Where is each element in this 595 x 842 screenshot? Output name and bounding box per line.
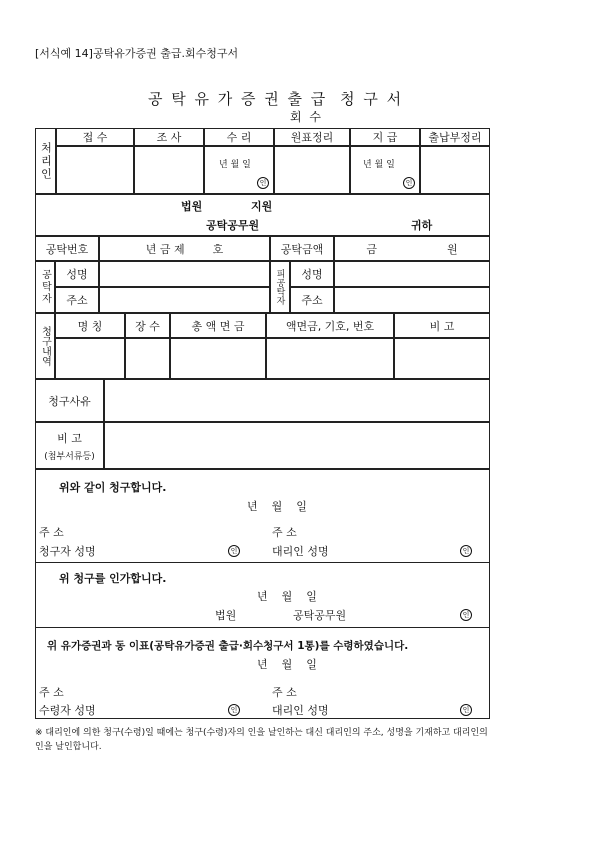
- remarks-title: 비 고: [57, 431, 82, 445]
- deposit-no-label: 공탁번호: [35, 236, 99, 261]
- depositee-addr-field[interactable]: [334, 287, 490, 313]
- officer-label: 공탁공무원: [206, 219, 260, 232]
- seal-icon: 인: [460, 609, 472, 621]
- honorific-label: 귀하: [411, 219, 433, 232]
- claim-col-name: 명 칭: [55, 313, 125, 338]
- claim-facevalue-field[interactable]: [266, 338, 394, 379]
- remarks-label: [35, 422, 104, 469]
- approval-date[interactable]: 년 월 일: [257, 590, 317, 603]
- form-number-label: [서식예 14]공탁유가증권 출급.회수청구서: [35, 47, 239, 60]
- approval-court-label: 법원: [215, 609, 237, 622]
- approval-section: [35, 562, 490, 627]
- deposit-amount-label: 공탁금액: [270, 236, 334, 261]
- depositee-name-field[interactable]: [334, 261, 490, 287]
- claim-date[interactable]: 년 월 일: [247, 500, 307, 513]
- acceptance-date: 년 월 일: [219, 160, 251, 170]
- seal-icon: 인: [228, 704, 240, 716]
- receipt-date[interactable]: 년 월 일: [257, 658, 317, 671]
- depositor-name-field[interactable]: [99, 261, 270, 287]
- col-cashbook: 출납부정리: [420, 128, 490, 146]
- receipt-statement: 위 유가증권과 동 이표(공탁유가증권 출급·회수청구서 1통)를 수령하였습니다.: [47, 640, 409, 652]
- processing-side-label: 처리인: [35, 128, 56, 194]
- approval-officer-label: 공탁공무원: [293, 609, 347, 622]
- col-investigation: 조 사: [134, 128, 204, 146]
- depositor-addr-label: 주소: [55, 287, 99, 313]
- title-line1: 공 탁 유 가 증 권 출 급: [148, 90, 328, 108]
- claimant-addr-label: 주 소: [39, 526, 64, 539]
- agent-name-label: 대리인 성명: [272, 545, 329, 558]
- receipt-agent-addr-label: 주 소: [272, 686, 297, 699]
- branch-label: 지원: [251, 200, 273, 213]
- receiver-addr-label: 주 소: [39, 686, 64, 699]
- reason-label: 청구사유: [35, 379, 104, 422]
- title-word: 청 구 서: [340, 90, 404, 108]
- remarks-subtitle: (첨부서류등): [44, 451, 95, 462]
- claim-col-total: 총 액 면 금: [170, 313, 266, 338]
- deposit-no-field[interactable]: 년 금 제 호: [99, 236, 270, 261]
- cell-receipt-body[interactable]: [56, 146, 134, 194]
- receiver-name-label: 수령자 성명: [39, 704, 96, 717]
- left-border: [35, 469, 36, 719]
- claim-col-remarks: 비 고: [394, 313, 490, 338]
- cell-payment-body[interactable]: [350, 146, 420, 194]
- depositee-label: 피공탁자: [270, 261, 290, 313]
- approval-statement: 위 청구를 인가합니다.: [59, 572, 167, 585]
- remarks-field[interactable]: [104, 422, 490, 469]
- form-title: [148, 88, 403, 109]
- claim-statement-section: [35, 469, 490, 562]
- claim-label: 청구내역: [35, 313, 55, 379]
- court-label: 법원: [181, 200, 203, 213]
- cell-cashbook-body[interactable]: [420, 146, 490, 194]
- seal-icon: 인: [228, 545, 240, 557]
- depositor-name-label: 성명: [55, 261, 99, 287]
- col-ledger: 원표정리: [274, 128, 350, 146]
- claim-statement: 위와 같이 청구합니다.: [59, 481, 167, 494]
- court-addressee: [35, 194, 490, 236]
- cell-acceptance-body[interactable]: [204, 146, 274, 194]
- depositor-label: 공탁자: [35, 261, 55, 313]
- claim-total-field[interactable]: [170, 338, 266, 379]
- depositee-addr-label: 주소: [290, 287, 334, 313]
- claim-name-field[interactable]: [55, 338, 125, 379]
- agent-addr-label: 주 소: [272, 526, 297, 539]
- claimant-name-label: 청구자 성명: [39, 545, 96, 558]
- claim-count-field[interactable]: [125, 338, 170, 379]
- footnote: ※ 대리인에 의한 청구(수령)일 때에는 청구(수령)자의 인을 날인하는 대신 대리인의 주소, 성명을 기재하고 대리인의 인을 날인합니다.: [35, 728, 488, 752]
- title-line2: 회 수: [290, 110, 323, 124]
- depositee-name-label: 성명: [290, 261, 334, 287]
- reason-field[interactable]: [104, 379, 490, 422]
- depositor-addr-field[interactable]: [99, 287, 270, 313]
- col-acceptance: 수 리: [204, 128, 274, 146]
- seal-icon: 인: [403, 177, 415, 189]
- right-border: [489, 469, 490, 719]
- receipt-agent-name-label: 대리인 성명: [272, 704, 329, 717]
- claim-remarks-field[interactable]: [394, 338, 490, 379]
- claim-col-facevalue: 액면금, 기호, 번호: [266, 313, 394, 338]
- col-payment: 지 급: [350, 128, 420, 146]
- deposit-amount-field[interactable]: 금 원: [334, 236, 490, 261]
- seal-icon: 인: [257, 177, 269, 189]
- seal-icon: 인: [460, 545, 472, 557]
- seal-icon: 인: [460, 704, 472, 716]
- payment-date: 년 월 일: [363, 160, 395, 170]
- receipt-section: [35, 627, 490, 719]
- cell-ledger-body[interactable]: [274, 146, 350, 194]
- cell-investigation-body[interactable]: [134, 146, 204, 194]
- claim-col-count: 장 수: [125, 313, 170, 338]
- col-receipt: 접 수: [56, 128, 134, 146]
